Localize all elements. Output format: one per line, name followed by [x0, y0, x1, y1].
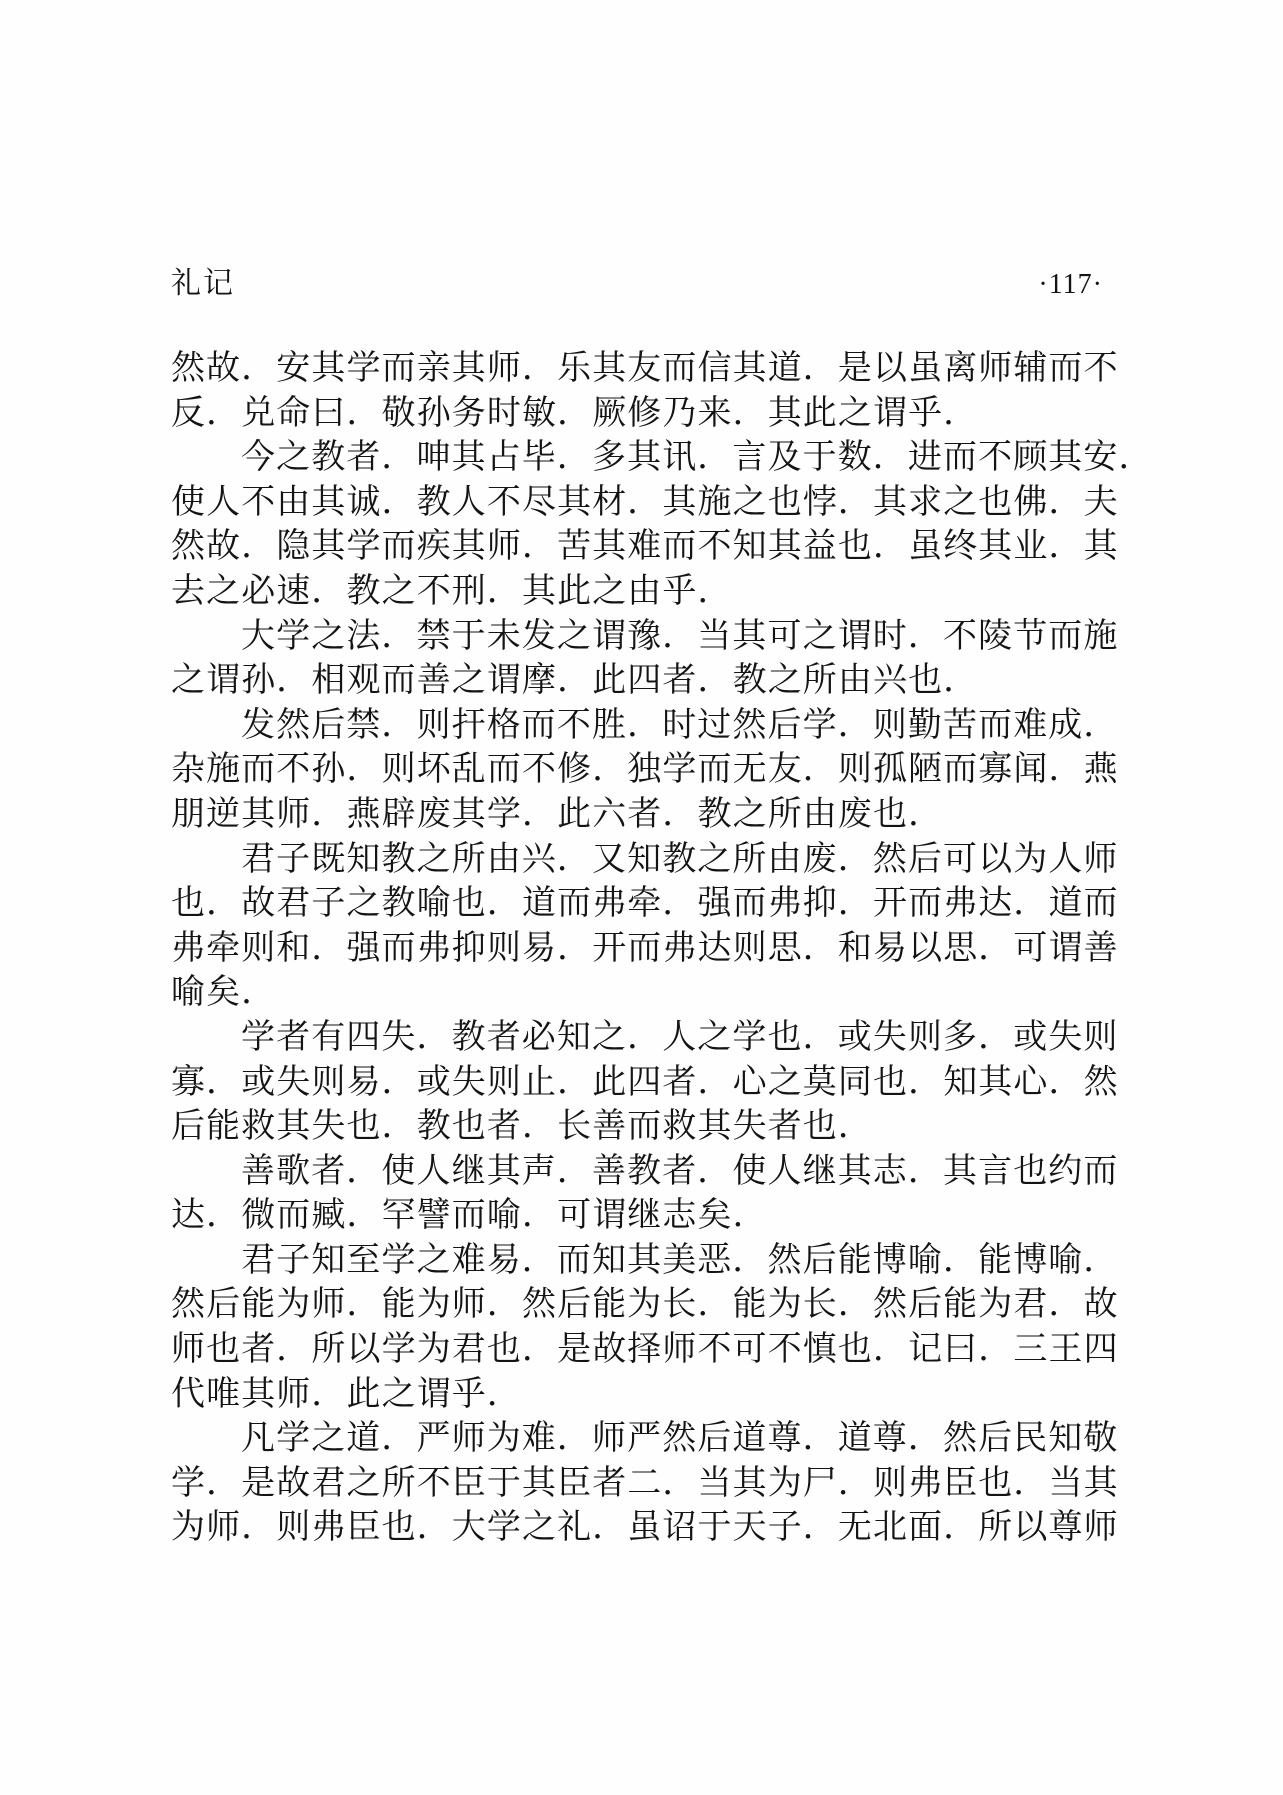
text-line: 朋逆其师．燕辟废其学．此六者．教之所由废也．	[171, 795, 944, 833]
text-line: 达．微而臧．罕譬而喻．可谓继志矣．	[171, 1197, 768, 1235]
text-line: 然故．隐其学而疾其师．苦其难而不知其益也．虽终其业．其	[171, 528, 1119, 566]
text-line: 学．是故君之所不臣于其臣者二．当其为尸．则弗臣也．当其	[171, 1464, 1119, 1502]
text-line: 反．兑命曰．敬孙务时敏．厥修乃来．其此之谓乎．	[171, 394, 979, 432]
paragraph	[171, 838, 1119, 1016]
text-line: 发然后禁．则扞格而不胜．时过然后学．则勤苦而难成．	[241, 706, 1119, 744]
text-line: 君子知至学之难易．而知其美恶．然后能博喻．能博喻．	[241, 1241, 1119, 1279]
text-line: 君子既知教之所由兴．又知教之所由废．然后可以为人师	[241, 840, 1119, 878]
text-line: 师也者．所以学为君也．是故择师不可不慎也．记曰．三王四	[171, 1331, 1119, 1369]
text-line: 后能救其失也．教也者．长善而救其失者也．	[171, 1108, 873, 1146]
paragraph	[171, 704, 1119, 838]
text-line: 去之必速．教之不刑．其此之由乎．	[171, 572, 733, 610]
text-line: 也．故君子之教喻也．道而弗牵．强而弗抑．开而弗达．道而	[171, 885, 1119, 923]
paragraph	[171, 1016, 1119, 1150]
text-line: 然故．安其学而亲其师．乐其友而信其道．是以虽离师辅而不	[171, 350, 1119, 387]
text-line: 弗牵则和．强而弗抑则易．开而弗达则思．和易以思．可谓善	[171, 929, 1119, 967]
text-line: 学者有四失．教者必知之．人之学也．或失则多．或失则	[241, 1018, 1119, 1056]
paragraph	[171, 1417, 1119, 1551]
text-line: 之谓孙．相观而善之谓摩．此四者．教之所由兴也．	[171, 662, 979, 700]
paragraph	[171, 1239, 1119, 1417]
text-line: 善歌者．使人继其声．善教者．使人继其志．其言也约而	[241, 1152, 1119, 1190]
text-line: 今之教者．呻其占毕．多其讯．言及于数．进而不顾其安．	[241, 439, 1154, 477]
book-title: 礼记	[171, 267, 235, 300]
paragraph	[171, 436, 1154, 614]
paragraph	[171, 615, 1119, 704]
paragraph	[171, 1150, 1119, 1239]
text-block	[171, 347, 1154, 1551]
paragraph	[171, 347, 1119, 436]
text-line: 大学之法．禁于未发之谓豫．当其可之谓时．不陵节而施	[241, 617, 1119, 655]
text-line: 寡．或失则易．或失则止．此四者．心之莫同也．知其心．然	[171, 1063, 1119, 1101]
text-line: 然后能为师．能为师．然后能为长．能为长．然后能为君．故	[171, 1286, 1119, 1324]
text-line: 凡学之道．严师为难．师严然后道尊．道尊．然后民知敬	[241, 1420, 1119, 1458]
text-line: 使人不由其诚．教人不尽其材．其施之也悖．其求之也佛．夫	[171, 483, 1119, 521]
text-line: 杂施而不孙．则坏乱而不修．独学而无友．则孤陋而寡闻．燕	[171, 751, 1119, 789]
page-header	[171, 258, 1103, 302]
text-line: 喻矣．	[171, 974, 277, 1012]
text-line: 代唯其师．此之谓乎．	[171, 1375, 522, 1413]
text-line: 为师．则弗臣也．大学之礼．虽诏于天子．无北面．所以尊师	[171, 1509, 1119, 1547]
page-number: ·117·	[1038, 269, 1103, 300]
